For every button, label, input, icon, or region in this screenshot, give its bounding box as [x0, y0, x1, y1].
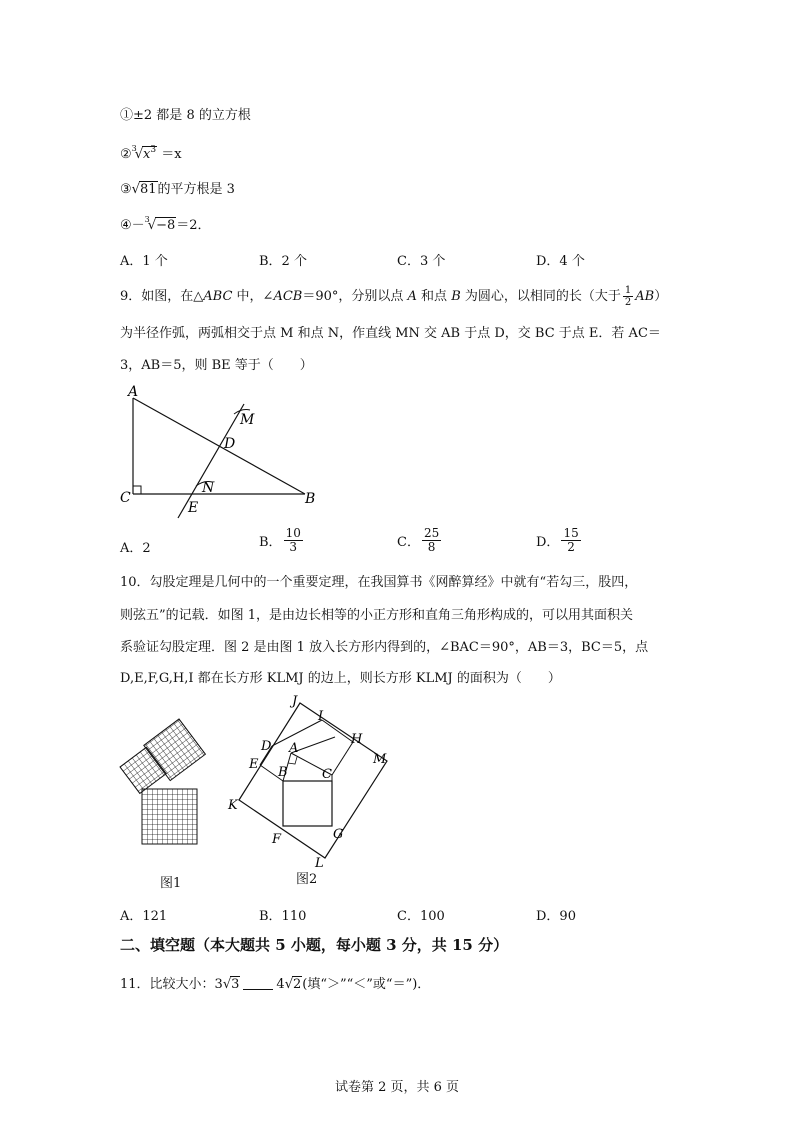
- label-c: C: [120, 490, 131, 506]
- figure-1-pythagoras-grids: [110, 715, 230, 845]
- q9-line-3: 3，AB＝5，则 BE 等于（ ）: [120, 358, 313, 373]
- figure-2-caption: 图2: [296, 872, 318, 887]
- segment-hc: [332, 742, 353, 775]
- label-e: E: [188, 500, 199, 516]
- q9-var: B: [451, 289, 461, 304]
- label-f: F: [272, 832, 282, 847]
- fraction-numerator: 10: [285, 526, 301, 540]
- cube-root-expression: $^3√x^3$: [131, 144, 157, 162]
- q9-line-2: 为半径作弧，两弧相交于点 M 和点 N，作直线 MN 交 AB 于点 D，交 BC 于点 E．若 AC＝: [120, 326, 661, 341]
- label-k: K: [228, 798, 238, 813]
- label-m: M: [240, 412, 255, 428]
- q8-option-b: B．2 个: [259, 254, 307, 269]
- q9-line-1: [120, 285, 667, 308]
- large-grid-square: [142, 789, 197, 844]
- q10-line-3: 系验证勾股定理．图 2 是由图 1 放入长方形内得到的，∠BAC＝90°，AB＝3，BC＝5，点: [120, 640, 649, 655]
- q9-text: 中，∠: [232, 289, 274, 304]
- label-g: G: [333, 827, 344, 842]
- q8-statement-4-number: ④: [120, 218, 132, 233]
- fraction-numerator: 15: [563, 526, 579, 540]
- q8-statement-3-text: 的平方根是 3: [157, 182, 235, 197]
- page-footer: 试卷第 2 页，共 6 页: [334, 1080, 460, 1095]
- option-letter: D．: [536, 535, 560, 550]
- figure-1-caption: 图1: [160, 876, 182, 891]
- label-h: H: [351, 732, 363, 747]
- q9-triangle-figure: [110, 378, 330, 523]
- option-letter: C．: [397, 535, 420, 550]
- cube-root-expression: $^3$√−8: [144, 215, 176, 233]
- q8-option-a: A．1 个: [120, 254, 168, 269]
- q10-option-b: B．110: [259, 909, 307, 924]
- q8-statement-1-number: ①: [120, 108, 134, 123]
- label-l: L: [315, 856, 324, 871]
- label-a: A: [128, 384, 139, 400]
- q8-option-c: C．3 个: [397, 254, 446, 269]
- option-b-fraction: [284, 527, 303, 554]
- option-d-fraction: [561, 527, 580, 554]
- root-index: 3: [144, 215, 150, 224]
- label-c: C: [322, 767, 332, 782]
- q9-var: A: [407, 289, 417, 304]
- root-b: √2: [284, 977, 302, 992]
- root-a: √3: [222, 977, 240, 992]
- q8-statement-2-tail: ＝x: [161, 147, 182, 162]
- radicand: 3: [231, 977, 240, 992]
- one-half-fraction: [623, 285, 633, 308]
- fraction-denominator: 3: [289, 540, 298, 554]
- q8-statement-1: [120, 104, 251, 123]
- figure-2-rectangle-klmj: [225, 690, 400, 875]
- q9-option-c: [397, 527, 443, 554]
- coefficient-a: 3: [214, 977, 223, 992]
- q8-statement-1-text: ±2 都是 8 的立方根: [133, 108, 251, 123]
- q9-var: AB: [635, 289, 655, 304]
- root-index: 3: [131, 144, 137, 153]
- q9-text: ＝90°，分别以点: [302, 289, 408, 304]
- q10-option-a: A．121: [120, 909, 168, 924]
- label-e: E: [249, 757, 259, 772]
- q8-statement-4-tail: ＝2．: [176, 218, 211, 233]
- label-j: J: [292, 694, 298, 709]
- fraction-denominator: 2: [567, 540, 575, 554]
- q11-suffix: (填“＞”“＜”或“＝”)．: [302, 977, 431, 992]
- label-b: B: [305, 491, 316, 507]
- q9-text: ）: [654, 289, 668, 304]
- q8-statement-2-number: ②: [120, 147, 132, 162]
- q10-line-2: 则弦五”的记载．如图 1，是由边长相等的小正方形和直角三角形构成的，可以用其面积关: [120, 608, 634, 623]
- fraction-denominator: 8: [427, 540, 436, 554]
- q10-option-d: D．90: [536, 909, 576, 924]
- square-root-expression: √81: [131, 182, 157, 197]
- label-m: M: [373, 752, 387, 767]
- radicand: 2: [292, 977, 302, 992]
- fraction-denominator: 2: [624, 297, 632, 308]
- q8-statement-2: [120, 143, 182, 162]
- label-d: D: [224, 436, 236, 452]
- q9-option-b: [259, 527, 305, 554]
- q9-var: ABC: [203, 289, 233, 304]
- radicand: x: [143, 147, 151, 162]
- label-d: D: [261, 739, 272, 754]
- option-c-fraction: [422, 527, 441, 554]
- fraction-numerator: 1: [624, 285, 632, 296]
- exponent: 3: [150, 145, 157, 155]
- square-bcgf: [283, 781, 332, 826]
- coefficient-b: 4: [276, 977, 285, 992]
- answer-blank[interactable]: [243, 977, 273, 990]
- q9-text: 和点: [416, 289, 452, 304]
- q10-line-4: D,E,F,G,H,I 都在长方形 KLMJ 的边上，则长方形 KLMJ 的面积为（ ）: [120, 671, 561, 686]
- q9-text: 9．如图，在△: [120, 289, 204, 304]
- minus-sign: －: [131, 218, 145, 233]
- section-2-heading: 二、填空题（本大题共 5 小题，每小题 3 分，共 15 分）: [120, 936, 509, 954]
- q8-statement-4: [120, 214, 211, 233]
- q8-statement-3: [120, 178, 235, 197]
- right-angle-mark: [133, 486, 141, 494]
- q11-prefix: 11．比较大小：: [120, 977, 215, 992]
- segment-ih: [322, 720, 353, 742]
- q9-var: ACB: [273, 289, 303, 304]
- label-n: N: [202, 480, 215, 496]
- q10-line-1: 10．勾股定理是几何中的一个重要定理，在我国算书《网醉算经》中就有“若勾三，股四，: [120, 575, 638, 590]
- q11-line: [120, 973, 430, 992]
- radicand: 81: [139, 182, 157, 197]
- q10-option-c: C．100: [397, 909, 445, 924]
- q9-option-a: A．2: [120, 541, 151, 556]
- fraction-numerator: 25: [423, 526, 440, 540]
- label-b: B: [278, 765, 288, 780]
- q9-options: [120, 527, 720, 567]
- q9-option-d: [536, 527, 583, 554]
- q8-option-d: D．4 个: [536, 254, 585, 269]
- label-i: I: [318, 709, 324, 724]
- q8-statement-3-number: ③: [120, 182, 132, 197]
- label-a: A: [289, 741, 299, 756]
- option-letter: B．: [259, 535, 282, 550]
- radicand: −8: [156, 218, 176, 233]
- q9-text: 为圆心，以相同的长（大于: [460, 289, 621, 304]
